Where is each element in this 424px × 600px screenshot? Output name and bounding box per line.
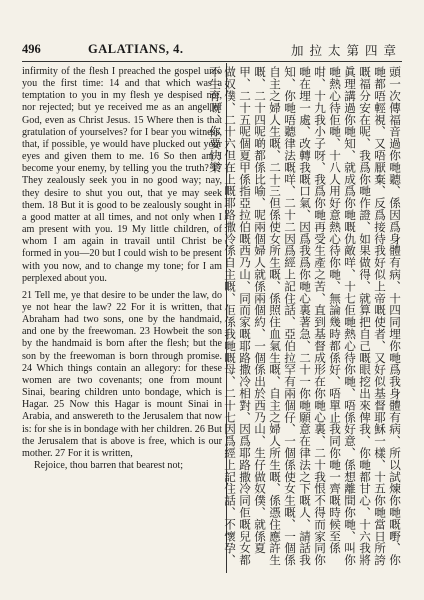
english-quotation: Rejoice, thou barren that bearest not; [34, 460, 184, 471]
header-rule [22, 61, 402, 62]
chinese-text: 頭一次傳福音過你哋聽、係因爲身體有病、十四同埋你哋爲我身體有病、所以試煉你哋嘅嘢、你哋都唔輕視、又唔厭棄、反爲接待我好似上帝嘅使者、又好似基督耶穌一樣、十五你哋當日所誇嘅福分安在呢、我爲你哋作證、如果做得、就算把自己嘅眼挖出來俾我、你哋都甘心、十六我將眞理講過你哋知、就成爲你哋嘅仇敵咩、十七佢哋熱心待你哋、唔係好意、係想離間你哋、叫你哋熱心待佢哋、十八人用好意熱心待你哋、無論幾時都係好、唔單止我同你哋一齊嘅時候至係咁、十九我小子呀、我爲你哋再受生產之苦、直到基督成形在你哋心裏、二十我恨不得而家同你哋在埋一處、改轉我嘅口氣、因爲我爲你哋心裏著急、二十一你哋願意在律法之下嘅人、請話我知、你哋唔聽律法嘅咩、二十二因爲經上記住話、亞伯拉罕有兩個仔、一個係使女生嘅、一個係自主之婦人生嘅、二十三但係使女所生嘅、係照住血氣生嘅、自主之婦人所生嘅、係憑住應許生嘅、二十四呢啲都係比喻、呢兩個婦人就係兩個約、一個係出於西乃山、生仔做奴僕、就係夏甲、二十五呢個夏甲係指亞拉伯嘅西乃山、同而家嘅耶路撒冷相對、因爲耶路撒冷同佢嘅兒女都做奴僕、二十六但在上嘅耶路撒冷係自主嘅、佢係我哋嘅母、二十七因爲經上記住話、不懷孕、不生育嘅、你要快樂 [208, 66, 402, 566]
page-header [22, 40, 402, 62]
chinese-text-column [208, 66, 402, 571]
chinese-running-title: 加拉太第四章 [290, 43, 402, 58]
page-number: 496 [22, 42, 41, 56]
english-paragraph-1: infirmity of the flesh I preached the gospel unto you the first time: 14 and that which was a temptation to you in my flesh ye despised not, nor rejected; but ye received me as an angel of God, even as Christ Jesus. 15 Where then is that gratulation of yourselves? for I bear you witness, that, if possible, ye would have plucked out your eyes and given them to me. 16 So then am I become your enemy, by telling you the truth? 17 They zealously seek you in no good way; nay, they desire to shut you out, that ye may seek them. 18 But it is good to be zealously sought in a good matter at all times, and not only when I am present with you. 19 My little children, of whom I am again in travail until Christ be formed in you—20 but I could wish to be present with you now, and to change my tone; for I am perplexed about you. [22, 66, 222, 284]
english-text-column [22, 66, 222, 571]
english-paragraph-2: 21 Tell me, ye that desire to be under the law, do ye not hear the law? 22 For it is written, that Abraham had two sons, one by the handmaid, and one by the freewoman. 23 Howbeit the son by the handmaid is born after the flesh; but the son by the freewoman is born through promise. 24 Which things contain an allegory: for these women are two covenants; one from mount Sinai, bearing children unto bondage, which is Hagar. 25 Now this Hagar is mount Sinai in Arabia, and answereth to the Jerusalem that now is: for she is in bondage with her children. 26 But the Jerusalem that is above is free, which is our mother. 27 For it is written, [22, 289, 222, 459]
english-running-title: GALATIANS, 4. [88, 42, 184, 56]
